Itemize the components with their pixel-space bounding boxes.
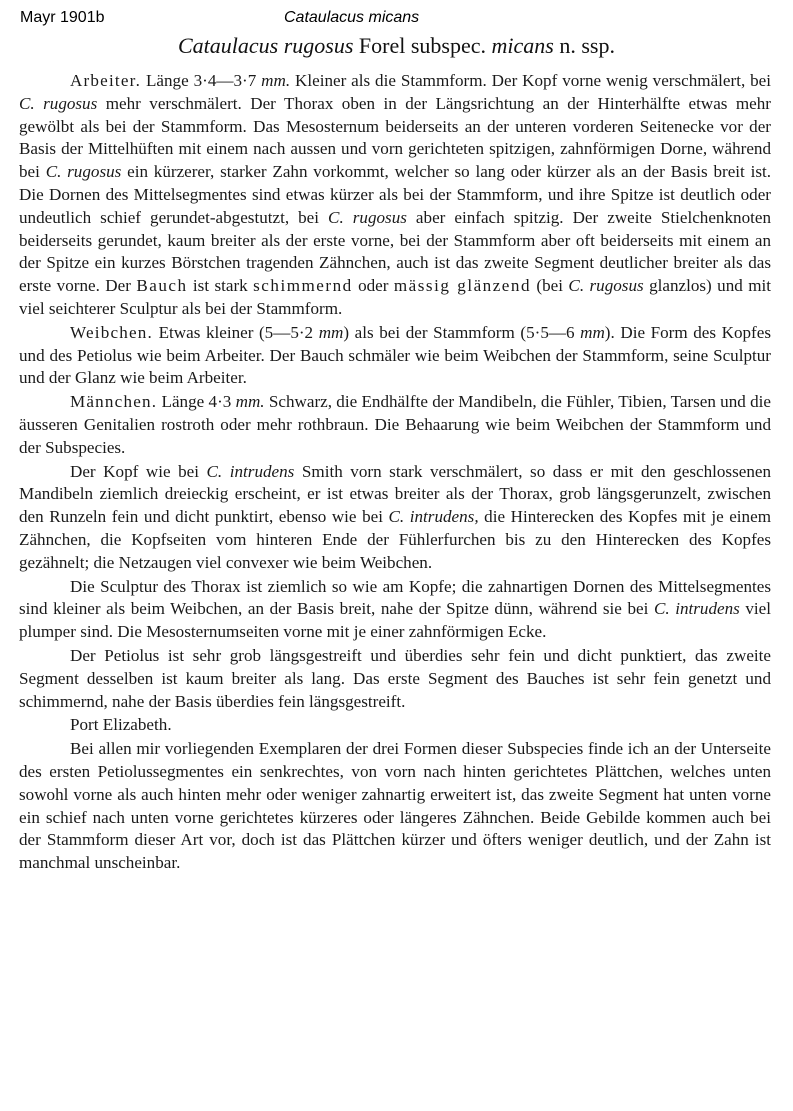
- text-run: ein kürzerer, starker Zahn vorkommt, welcher so lang oder kürzer als an der Basis breit ist. Die Dornen des Mittelsegmentes sind etwas kürzer als bei der Stammform, und ihre Spitze ist deutlich oder undeutlich schief gerundet-abgestutzt, bei: [19, 162, 772, 227]
- text-run: (bei: [531, 276, 569, 296]
- unit-mm: mm: [580, 322, 605, 342]
- text-run: ). Die Form des Kopfes und des Petiolus wie beim Arbeiter. Der Bauch schmäler wie beim Weibchen der Stammform, seine Sculptur und der Glanz wie beim Arbeiter.: [19, 322, 771, 388]
- text-run: Kleiner als die Stammform. Der Kopf vorne wenig verschmälert, bei: [290, 71, 771, 90]
- paragraph-male-petiole: [19, 645, 771, 713]
- text-run: ist stark: [187, 276, 254, 296]
- caste-heading-worker: Arbeiter.: [70, 71, 142, 90]
- text-run: Der Kopf wie bei: [70, 461, 207, 481]
- spaced-term: schimmernd: [253, 276, 353, 296]
- text-run: die Hinterecken des Kopfes mit je einem Zähnchen, die Kopfseiten vom hinteren Ende der Fühlerfurchen bis zu den Hinterecken des Kopfes gezähnelt; die Netzaugen viel convexer wie beim Weibchen.: [19, 507, 771, 572]
- title-rank: subspec.: [410, 33, 487, 58]
- spaced-term: Bauch: [136, 276, 188, 296]
- title-species: Cataulacus rugosus: [178, 33, 354, 58]
- text-run: oder: [352, 276, 394, 296]
- species-ref: C. rugosus: [19, 93, 98, 113]
- paragraph-female: [19, 322, 771, 390]
- title-author: Forel: [358, 33, 406, 58]
- species-ref: C. rugosus: [328, 207, 407, 227]
- paragraph-remarks: [19, 738, 771, 875]
- text-run: Schwarz, die Endhälfte der Mandibeln, die Fühler, Tibien, Tarsen und die äusseren Genitalien rostroth oder mehr rothbraun. Die Behaarung wie beim Weibchen der Stammform und der Subspecies.: [19, 392, 771, 457]
- paragraph-male-head: [19, 461, 771, 575]
- paragraph-worker: [19, 70, 771, 321]
- header-taxon: Cataulacus micans: [284, 9, 420, 26]
- text-run: Bei allen mir vorliegenden Exemplaren der drei Formen dieser Subspecies finde ich an der Unterseite des ersten Petiolussegmentes ein senkrechtes, von vorn nach hinten gerichtetes Plättchen, welches unten sowohl vorne als auch hinten mehr oder weniger zahnartig erweitert ist, das zweite Segment hat unten vorne ein schief nach unten vorne gerichtetes kürzeres oder längeres Zähnchen. Beide Gebilde kommen auch bei der Stammform dieser Art vor, doch ist das Plättchen kürzer und öfters weniger deutlich, und der Zahn ist manchmal unscheinbar.: [19, 739, 771, 873]
- text-run: Länge 4·3: [157, 392, 236, 412]
- title-status: n. ssp.: [559, 33, 615, 58]
- text-run: ) als bei der Stammform (5·5—6: [343, 322, 581, 342]
- species-ref: C. intrudens,: [388, 507, 479, 527]
- article-body: [19, 70, 771, 875]
- text-run: glanzlos) und mit viel seichterer Sculptur als bei der Stammform.: [19, 276, 772, 318]
- paragraph-locality: [19, 714, 771, 737]
- unit-mm: mm.: [261, 71, 291, 90]
- locality: Port Elizabeth.: [70, 715, 172, 735]
- text-run: Länge 3·4—3·7: [141, 71, 262, 90]
- header-source: Mayr 1901b: [20, 9, 105, 26]
- article-title: [0, 33, 793, 59]
- unit-mm: mm: [318, 322, 344, 342]
- text-run: Die Sculptur des Thorax ist ziemlich so wie am Kopfe; die zahnartigen Dornen des Mittelsegmentes sind kleiner als beim Weibchen, an der Basis breit, nahe der Spitze dünn, während sie bei: [19, 576, 771, 619]
- species-ref: C. rugosus: [568, 276, 644, 296]
- text-run: mehr verschmälert. Der Thorax oben in der Längsrichtung an der Hinterhälfte etwas mehr gewölbt als bei der Stammform. Das Mesosternum beiderseits an der unteren vorderen Seitenecke vor der Basis der Mittelhüften mit einem nach aussen und vorn gerichteten spitzigen, zahnförmigen Dorne, während bei: [19, 93, 772, 182]
- species-ref: C. intrudens: [653, 599, 740, 619]
- caste-heading-female: Weibchen.: [70, 322, 153, 342]
- text-run: Smith vorn stark verschmälert, so dass er mit den geschlossenen Mandibeln ziemlich dreieckig erscheint, er ist etwas breiter als der Thorax, grob längsgerunzelt, zwischen den Runzeln fein und dicht punktirt, ebenso wie bei: [19, 461, 771, 527]
- text-run: Der Petiolus ist sehr grob längsgestreift und überdies sehr fein und dicht punktiert, das zweite Segment desselben ist kaum breiter als lang. Das erste Segment des Bauches ist sehr fein genetzt und schimmernd, nahe der Basis überdies fein längsgestreift.: [19, 645, 771, 711]
- paragraph-male: [19, 391, 771, 459]
- species-ref: C. intrudens: [206, 461, 295, 481]
- unit-mm: mm.: [235, 392, 265, 412]
- spaced-term: mässig glänzend: [393, 276, 531, 296]
- title-subspecies-name: micans: [491, 33, 554, 58]
- paragraph-male-thorax: [19, 576, 771, 644]
- text-run: aber einfach spitzig. Der zweite Stielchenknoten beiderseits gerundet, kaum breiter als der erste vorne, bei der Stammform aber oft beiderseits mit einem an der Spitze ein kurzes Börstchen tragenden Zähnchen, auch ist das zweite Segment deutlicher breiter als das erste vorne. Der: [19, 207, 771, 296]
- text-run: Etwas kleiner (5—5·2: [153, 322, 319, 342]
- caste-heading-male: Männchen.: [70, 392, 158, 412]
- species-ref: C. rugosus: [45, 162, 122, 182]
- text-run: viel plumper sind. Die Mesosternumseiten vorne mit je einer zahnförmigen Ecke.: [19, 599, 772, 642]
